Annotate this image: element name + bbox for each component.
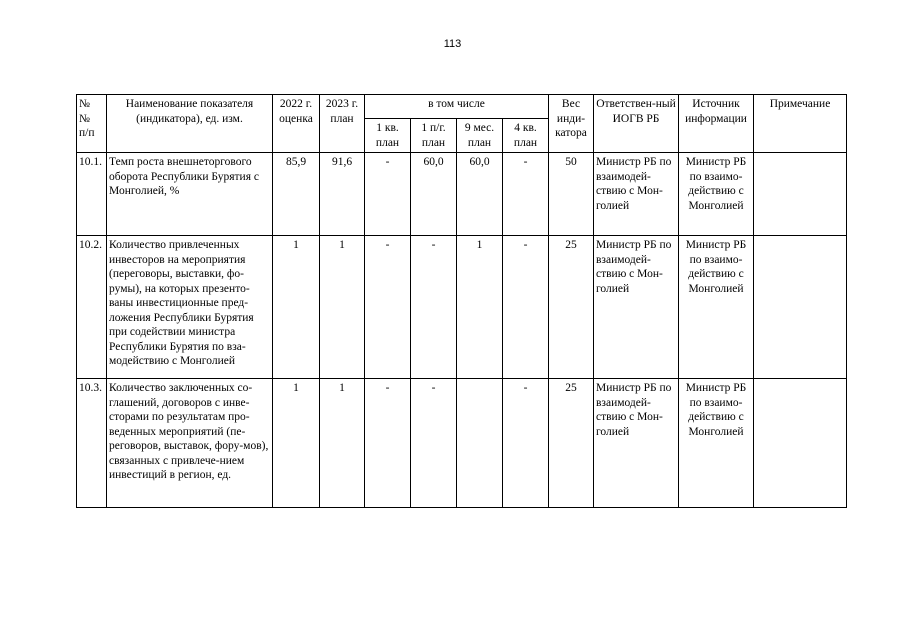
header-num: № № п/п <box>77 95 107 153</box>
header-responsible: Ответствен-ный ИОГВ РБ <box>594 95 679 153</box>
row-q4: - <box>503 153 549 236</box>
row-responsible: Министр РБ по взаимодей-ствию с Мон-голией <box>594 236 679 379</box>
header-9m: 9 мес. план <box>457 119 503 153</box>
row-q4: - <box>503 379 549 508</box>
row-source: Министр РБ по взаимо-действию с Монголией <box>679 236 754 379</box>
header-source: Источник информации <box>679 95 754 153</box>
row-2023: 1 <box>320 379 365 508</box>
row-2022: 1 <box>273 379 320 508</box>
row-name: Количество заключенных со-глашений, договоров с инве-сторами по результатам про-веденных мероприятий (пе-реговоров, выставок, фору-мов), связанных с привлече-нием инвестиций в регион, ед. <box>107 379 273 508</box>
indicators-table <box>76 94 847 508</box>
row-name: Темп роста внешнеторгового оборота Республики Бурятия с Монголией, % <box>107 153 273 236</box>
row-source: Министр РБ по взаимо-действию с Монголией <box>679 153 754 236</box>
row-q4: - <box>503 236 549 379</box>
row-q1: - <box>365 236 411 379</box>
row-weight: 25 <box>549 379 594 508</box>
row-source: Министр РБ по взаимо-действию с Монголией <box>679 379 754 508</box>
header-name: Наименование показателя (индикатора), ед. изм. <box>107 95 273 153</box>
row-responsible: Министр РБ по взаимодей-ствию с Мон-голией <box>594 153 679 236</box>
row-2022: 1 <box>273 236 320 379</box>
header-2022: 2022 г. оценка <box>273 95 320 153</box>
row-9m: 1 <box>457 236 503 379</box>
header-in-total: в том числе <box>365 95 549 119</box>
row-name: Количество привлеченных инвесторов на мероприятия (переговоры, выставки, фо-румы), на которых презенто-ваны инвестиционные пред-ложения Республики Бурятия при содействии министра Республики Бурятия по вза-модействию с Монголией <box>107 236 273 379</box>
row-2023: 91,6 <box>320 153 365 236</box>
row-q1: - <box>365 153 411 236</box>
row-h1: 60,0 <box>411 153 457 236</box>
row-num: 10.3. <box>77 379 107 508</box>
table-row <box>77 153 847 236</box>
header-2023: 2023 г. план <box>320 95 365 153</box>
header-q1: 1 кв. план <box>365 119 411 153</box>
row-note <box>754 379 847 508</box>
row-h1: - <box>411 236 457 379</box>
row-q1: - <box>365 379 411 508</box>
row-2022: 85,9 <box>273 153 320 236</box>
row-num: 10.2. <box>77 236 107 379</box>
row-9m: 60,0 <box>457 153 503 236</box>
page-number: 113 <box>443 38 462 50</box>
table-row <box>77 236 847 379</box>
row-weight: 50 <box>549 153 594 236</box>
row-note <box>754 236 847 379</box>
header-weight: Вес инди-катора <box>549 95 594 153</box>
table-header-row <box>77 95 847 119</box>
row-h1: - <box>411 379 457 508</box>
row-2023: 1 <box>320 236 365 379</box>
header-note: Примечание <box>754 95 847 153</box>
row-note <box>754 153 847 236</box>
table-row <box>77 379 847 508</box>
header-q4: 4 кв. план <box>503 119 549 153</box>
row-9m <box>457 379 503 508</box>
row-weight: 25 <box>549 236 594 379</box>
row-responsible: Министр РБ по взаимодей-ствию с Мон-голией <box>594 379 679 508</box>
header-h1: 1 п/г. план <box>411 119 457 153</box>
row-num: 10.1. <box>77 153 107 236</box>
